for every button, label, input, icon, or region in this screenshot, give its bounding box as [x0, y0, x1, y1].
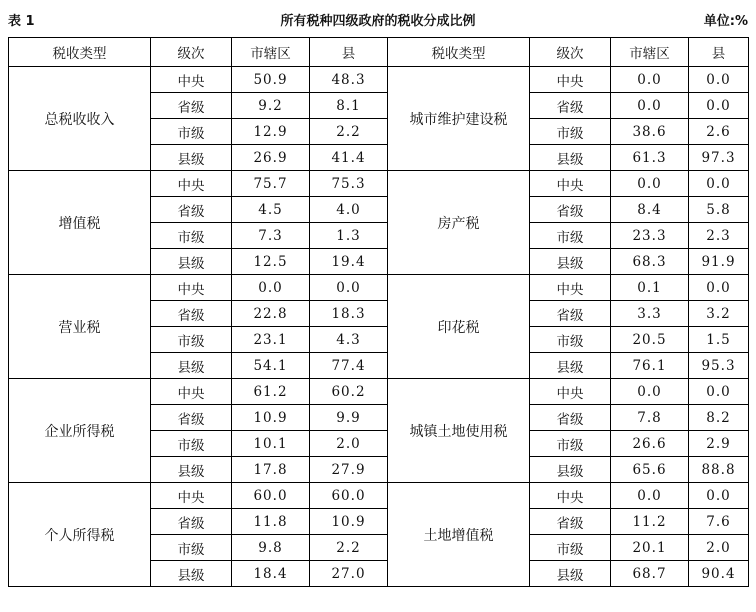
- level-cell-right: 县级: [530, 561, 611, 587]
- county-value-cell-left: 19.4: [310, 249, 388, 275]
- county-value-cell-right: 3.2: [689, 301, 749, 327]
- header-level-right: 级次: [530, 38, 611, 67]
- county-value-cell-left: 60.2: [310, 379, 388, 405]
- county-value-cell-right: 2.9: [689, 431, 749, 457]
- county-value-cell-left: 2.2: [310, 119, 388, 145]
- tax-type-cell-left: 个人所得税: [9, 483, 151, 587]
- district-value-cell-left: 0.0: [232, 275, 310, 301]
- district-value-cell-right: 0.1: [611, 275, 689, 301]
- level-cell-left: 省级: [151, 405, 232, 431]
- district-value-cell-left: 4.5: [232, 197, 310, 223]
- tax-share-table: [8, 37, 749, 587]
- table-row: [9, 275, 749, 301]
- header-tax-type-right: 税收类型: [388, 38, 530, 67]
- level-cell-right: 中央: [530, 171, 611, 197]
- level-cell-right: 省级: [530, 405, 611, 431]
- county-value-cell-right: 90.4: [689, 561, 749, 587]
- district-value-cell-left: 75.7: [232, 171, 310, 197]
- table-unit: 单位:%: [703, 14, 748, 29]
- tax-type-cell-right: 土地增值税: [388, 483, 530, 587]
- district-value-cell-right: 23.3: [611, 223, 689, 249]
- level-cell-left: 县级: [151, 457, 232, 483]
- header-row: [9, 38, 749, 67]
- county-value-cell-left: 60.0: [310, 483, 388, 509]
- county-value-cell-right: 5.8: [689, 197, 749, 223]
- district-value-cell-left: 61.2: [232, 379, 310, 405]
- district-value-cell-left: 50.9: [232, 67, 310, 93]
- county-value-cell-right: 8.2: [689, 405, 749, 431]
- county-value-cell-right: 2.0: [689, 535, 749, 561]
- table-caption: [8, 10, 748, 30]
- county-value-cell-left: 18.3: [310, 301, 388, 327]
- county-value-cell-left: 8.1: [310, 93, 388, 119]
- level-cell-left: 省级: [151, 197, 232, 223]
- district-value-cell-left: 26.9: [232, 145, 310, 171]
- header-county-right: 县: [689, 38, 749, 67]
- district-value-cell-left: 10.9: [232, 405, 310, 431]
- header-level-left: 级次: [151, 38, 232, 67]
- header-county-left: 县: [310, 38, 388, 67]
- district-value-cell-left: 17.8: [232, 457, 310, 483]
- district-value-cell-right: 0.0: [611, 483, 689, 509]
- county-value-cell-right: 97.3: [689, 145, 749, 171]
- district-value-cell-left: 22.8: [232, 301, 310, 327]
- county-value-cell-left: 48.3: [310, 67, 388, 93]
- level-cell-left: 市级: [151, 119, 232, 145]
- level-cell-right: 县级: [530, 145, 611, 171]
- county-value-cell-right: 2.6: [689, 119, 749, 145]
- district-value-cell-right: 3.3: [611, 301, 689, 327]
- county-value-cell-left: 77.4: [310, 353, 388, 379]
- level-cell-left: 县级: [151, 145, 232, 171]
- district-value-cell-left: 11.8: [232, 509, 310, 535]
- level-cell-right: 市级: [530, 223, 611, 249]
- county-value-cell-left: 27.0: [310, 561, 388, 587]
- level-cell-left: 中央: [151, 483, 232, 509]
- district-value-cell-left: 10.1: [232, 431, 310, 457]
- header-tax-type-left: 税收类型: [9, 38, 151, 67]
- level-cell-left: 市级: [151, 223, 232, 249]
- tax-type-cell-right: 房产税: [388, 171, 530, 275]
- level-cell-left: 省级: [151, 301, 232, 327]
- tax-type-cell-left: 营业税: [9, 275, 151, 379]
- level-cell-left: 省级: [151, 93, 232, 119]
- district-value-cell-right: 0.0: [611, 67, 689, 93]
- county-value-cell-left: 0.0: [310, 275, 388, 301]
- district-value-cell-right: 0.0: [611, 171, 689, 197]
- district-value-cell-right: 20.1: [611, 535, 689, 561]
- county-value-cell-right: 0.0: [689, 93, 749, 119]
- level-cell-left: 县级: [151, 353, 232, 379]
- table-row: [9, 483, 749, 509]
- district-value-cell-right: 11.2: [611, 509, 689, 535]
- district-value-cell-right: 26.6: [611, 431, 689, 457]
- county-value-cell-right: 1.5: [689, 327, 749, 353]
- tax-type-cell-right: 城镇土地使用税: [388, 379, 530, 483]
- level-cell-right: 市级: [530, 119, 611, 145]
- level-cell-right: 县级: [530, 353, 611, 379]
- county-value-cell-left: 4.3: [310, 327, 388, 353]
- district-value-cell-left: 12.5: [232, 249, 310, 275]
- district-value-cell-right: 0.0: [611, 379, 689, 405]
- level-cell-right: 省级: [530, 197, 611, 223]
- district-value-cell-left: 9.2: [232, 93, 310, 119]
- level-cell-left: 中央: [151, 275, 232, 301]
- district-value-cell-left: 12.9: [232, 119, 310, 145]
- level-cell-right: 省级: [530, 301, 611, 327]
- county-value-cell-left: 10.9: [310, 509, 388, 535]
- tax-type-cell-right: 印花税: [388, 275, 530, 379]
- level-cell-left: 市级: [151, 431, 232, 457]
- district-value-cell-right: 68.3: [611, 249, 689, 275]
- header-district-left: 市辖区: [232, 38, 310, 67]
- district-value-cell-right: 76.1: [611, 353, 689, 379]
- county-value-cell-right: 0.0: [689, 379, 749, 405]
- level-cell-left: 县级: [151, 249, 232, 275]
- district-value-cell-right: 65.6: [611, 457, 689, 483]
- level-cell-right: 中央: [530, 379, 611, 405]
- level-cell-right: 中央: [530, 67, 611, 93]
- district-value-cell-left: 7.3: [232, 223, 310, 249]
- district-value-cell-right: 8.4: [611, 197, 689, 223]
- district-value-cell-right: 68.7: [611, 561, 689, 587]
- table-title: 所有税种四级政府的税收分成比例: [280, 14, 476, 29]
- district-value-cell-right: 7.8: [611, 405, 689, 431]
- level-cell-left: 县级: [151, 561, 232, 587]
- level-cell-left: 市级: [151, 327, 232, 353]
- table-row: [9, 379, 749, 405]
- county-value-cell-left: 75.3: [310, 171, 388, 197]
- district-value-cell-right: 20.5: [611, 327, 689, 353]
- county-value-cell-left: 1.3: [310, 223, 388, 249]
- level-cell-right: 市级: [530, 535, 611, 561]
- district-value-cell-left: 9.8: [232, 535, 310, 561]
- level-cell-right: 省级: [530, 93, 611, 119]
- level-cell-left: 中央: [151, 67, 232, 93]
- county-value-cell-right: 95.3: [689, 353, 749, 379]
- table-label: 表 1: [8, 14, 35, 29]
- district-value-cell-left: 54.1: [232, 353, 310, 379]
- district-value-cell-right: 0.0: [611, 93, 689, 119]
- district-value-cell-left: 60.0: [232, 483, 310, 509]
- county-value-cell-right: 7.6: [689, 509, 749, 535]
- district-value-cell-left: 23.1: [232, 327, 310, 353]
- district-value-cell-right: 61.3: [611, 145, 689, 171]
- level-cell-right: 县级: [530, 249, 611, 275]
- county-value-cell-right: 2.3: [689, 223, 749, 249]
- level-cell-left: 中央: [151, 171, 232, 197]
- county-value-cell-right: 91.9: [689, 249, 749, 275]
- district-value-cell-left: 18.4: [232, 561, 310, 587]
- county-value-cell-left: 9.9: [310, 405, 388, 431]
- level-cell-right: 中央: [530, 275, 611, 301]
- level-cell-right: 县级: [530, 457, 611, 483]
- level-cell-left: 省级: [151, 509, 232, 535]
- county-value-cell-left: 27.9: [310, 457, 388, 483]
- county-value-cell-left: 41.4: [310, 145, 388, 171]
- county-value-cell-left: 2.0: [310, 431, 388, 457]
- table-row: [9, 67, 749, 93]
- level-cell-right: 市级: [530, 327, 611, 353]
- table-row: [9, 171, 749, 197]
- level-cell-right: 中央: [530, 483, 611, 509]
- header-district-right: 市辖区: [611, 38, 689, 67]
- tax-type-cell-right: 城市维护建设税: [388, 67, 530, 171]
- tax-type-cell-left: 增值税: [9, 171, 151, 275]
- county-value-cell-right: 88.8: [689, 457, 749, 483]
- tax-type-cell-left: 总税收收入: [9, 67, 151, 171]
- level-cell-right: 省级: [530, 509, 611, 535]
- level-cell-left: 中央: [151, 379, 232, 405]
- county-value-cell-right: 0.0: [689, 483, 749, 509]
- county-value-cell-left: 2.2: [310, 535, 388, 561]
- level-cell-left: 市级: [151, 535, 232, 561]
- level-cell-right: 市级: [530, 431, 611, 457]
- tax-type-cell-left: 企业所得税: [9, 379, 151, 483]
- district-value-cell-right: 38.6: [611, 119, 689, 145]
- county-value-cell-right: 0.0: [689, 67, 749, 93]
- county-value-cell-right: 0.0: [689, 275, 749, 301]
- county-value-cell-right: 0.0: [689, 171, 749, 197]
- county-value-cell-left: 4.0: [310, 197, 388, 223]
